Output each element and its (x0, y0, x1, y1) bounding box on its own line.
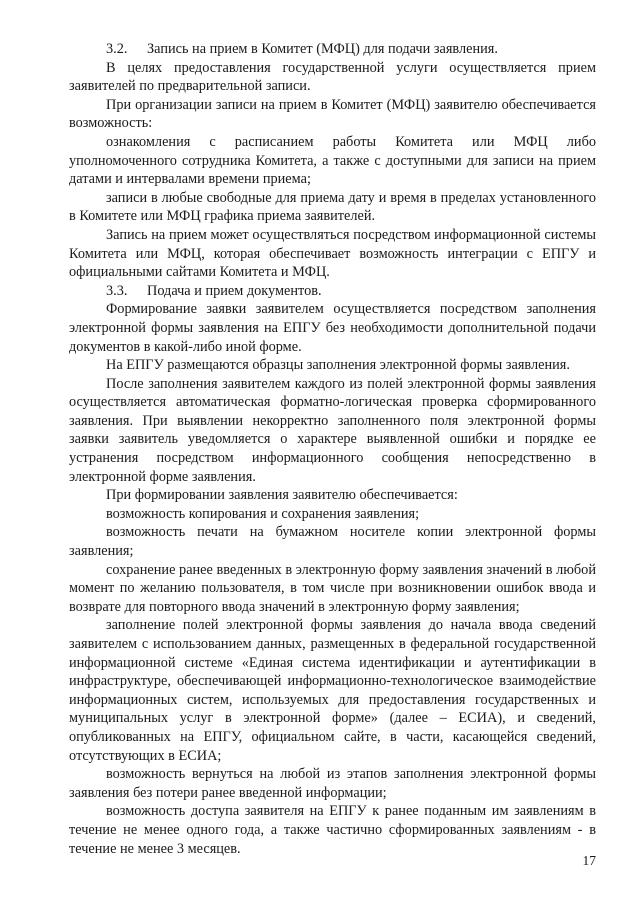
paragraph: На ЕПГУ размещаются образцы заполнения электронной формы заявления. (106, 357, 570, 374)
section-heading-3-3 (69, 282, 596, 301)
page-number: 17 (582, 853, 596, 868)
paragraph: При организации записи на прием в Комитет (МФЦ) заявителю обеспечивается возможность: (69, 96, 596, 132)
paragraph: возможность доступа заявителя на ЕПГУ к ранее поданным им заявлениям в течение не менее одного года, а также частично сформированных заявлениям - в течение не менее 3 месяцев. (69, 803, 596, 857)
paragraph: ознакомления с расписанием работы Комитета или МФЦ либо уполномоченного сотрудника Комитета, а также с доступными для записи на прием датами и интервалами времени приема; (69, 133, 596, 188)
section-number: 3.3. (106, 282, 128, 299)
paragraph: возможность вернуться на любой из этапов заполнения электронной формы заявления без потери ранее введенной информации; (69, 766, 596, 801)
paragraph: В целях предоставления государственной услуги осуществляется прием заявителей по предварительной записи. (69, 59, 596, 95)
paragraph: Запись на прием может осуществляться посредством информационной системы Комитета или МФЦ, которая обеспечивает возможность интеграции с ЕПГУ и официальными сайтами Комитета и МФЦ. (69, 226, 596, 281)
paragraph: После заполнения заявителем каждого из полей электронной формы заявления осуществляется автоматическая форматно-логическая проверка сформированного заявления. При выявлении некорректно заполненного поля электронной формы заявки заявитель уведомляется о характере выявленной ошибки и порядке ее устранения посредством информационного сообщения непосредственно в электронной форме заявления. (69, 375, 596, 485)
paragraph: заполнение полей электронной формы заявления до начала ввода сведений заявителем с использованием данных, размещенных в федеральной государственной информационной системе «Единая система идентификации и аутентификации в инфраструктуре, обеспечивающей информационно-технологическое взаимодействие информационных систем, используемых для предоставления государственных и муниципальных услуг в электронной форме» (далее – ЕСИА), и сведений, опубликованных на ЕПГУ, официальном сайте, в части, касающейся сведений, отсутствующих в ЕСИА; (69, 617, 596, 764)
paragraph: возможность печати на бумажном носителе копии электронной формы заявления; (69, 524, 596, 560)
section-number: 3.2. (106, 41, 128, 57)
section-heading-3-2 (69, 40, 596, 59)
document-page (69, 40, 596, 858)
paragraph: возможность копирования и сохранения заявления; (106, 505, 420, 522)
section-title: Запись на прием в Комитет (МФЦ) для подачи заявления. (147, 41, 498, 57)
paragraph: сохранение ранее введенных в электронную форму заявления значений в любой момент по желанию пользователя, в том числе при возникновении ошибок ввода и возврате для повторного ввода значений в электронную форму заявления; (69, 561, 596, 615)
paragraph: Формирование заявки заявителем осуществляется посредством заполнения электронной формы заявления на ЕПГУ без необходимости дополнительной подачи документов в какой-либо иной форме. (69, 301, 596, 355)
paragraph: записи в любые свободные для приема дату и время в пределах установленного в Комитете или МФЦ графика приема заявителей. (69, 189, 596, 225)
section-title: Подача и прием документов. (147, 282, 322, 299)
paragraph: При формировании заявления заявителю обеспечивается: (106, 487, 458, 504)
